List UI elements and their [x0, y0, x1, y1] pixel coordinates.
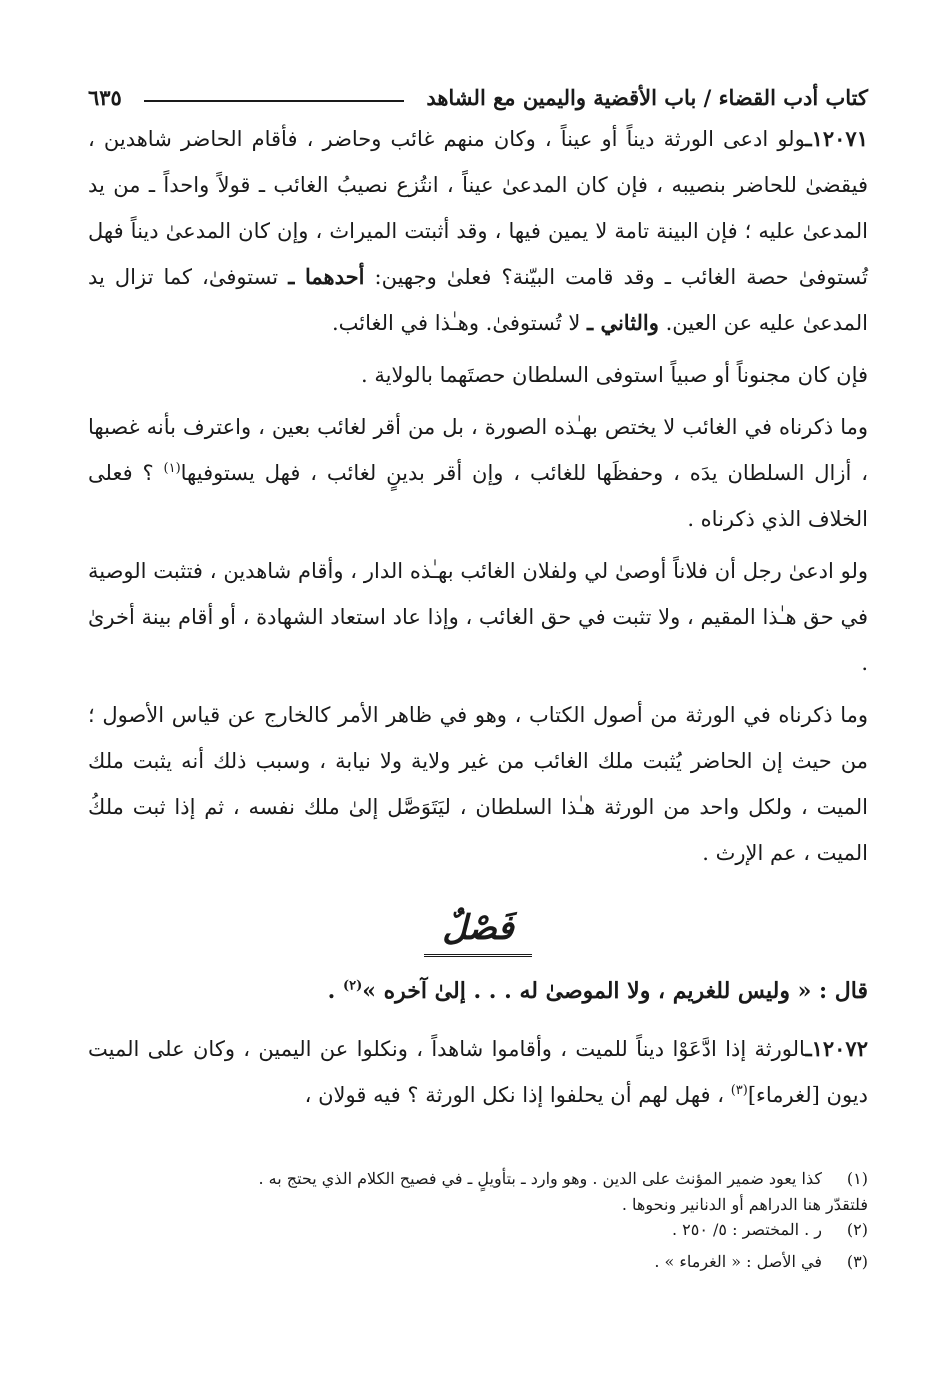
paragraph-12071: ١٢٠٧١ـولو ادعى الورثة ديناً أو عيناً ، وكان منهم غائب وحاضر ، فأقام الحاضر شاهدين ، فيقضىٰ للحاضر بنصيبه ، فإن كان المدعىٰ عيناً ، انتُزع نصيبُ الغائب ـ قولاً واحداً ـ من يد المدعىٰ عليه ؛ فإن البينة تامة لا يمين فيها ، وقد أثبتت الميراث ، وإن كان المدعىٰ ديناً فهل تُستوفىٰ حصة الغائب ـ وقد قامت البيّنة؟ فعلىٰ وجهين: أحدهما ـ تستوفىٰ، كما تزال يد المدعىٰ عليه عن العين. والثاني ـ لا تُستوفىٰ. وهـٰذا في الغائب.: [88, 126, 868, 335]
paragraph: ولو ادعىٰ رجل أن فلاناً أوصىٰ لي ولفلان الغائب بهـٰذه الدار ، وأقام شاهدين ، فتثبت الوصية في حق هـٰذا المقيم ، ولا تثبت في حق الغائب ، وإذا عاد استعاد الشهادة ، أو أقام بينة أخرىٰ .: [88, 559, 868, 675]
issue-number: ١٢٠٧٢ـ: [805, 1036, 868, 1061]
footnote-1-continued: فلتقدّر هنا الدراهم أو الدنانير ونحوها .: [621, 1195, 868, 1214]
footnote-3: (٣) في الأصل : « الغرماء » .: [654, 1252, 868, 1271]
quoted-text: قال : « وليس للغريم ، ولا الموصىٰ له . . . إلىٰ آخره »$^{(٢)}$ .: [327, 978, 868, 1004]
footnote-2: (٢) ر . المختصر : ٥/ ٢٥٠ .: [671, 1220, 868, 1239]
issue-number: ١٢٠٧١ـ: [805, 126, 868, 151]
paragraph: وما ذكرناه في الغائب لا يختص بهـٰذه الصورة ، بل من أقر لغائب بعين ، واعترف بأنه غصبها ، أزال السلطان يدَه ، وحفظَها للغائب ، وإن أقر بدينٍ لغائب ، فهل يستوفيها$^{(١)}$ ؟ فعلى الخلاف الذي ذكرناه .: [88, 415, 869, 531]
page-body: [88, 78, 868, 1118]
paragraph: وما ذكرناه في الورثة من أصول الكتاب ، وهو في ظاهر الأمر كالخارج عن قياس الأصول ؛ من حيث إن الحاضر يُثبت ملك الغائب من غير ولاية ولا نيابة ، وسبب ذلك أنه يثبت ملك الميت ، ولكل واحد من الورثة هـٰذا السلطان ، ليَتَوَصَّل إلىٰ ملك نفسه ، ثم إذا ثبت ملكُ الميت ، عم الإرث .: [88, 703, 868, 865]
running-header: [88, 78, 868, 116]
footnote-ref[interactable]: (٢): [342, 978, 363, 994]
paragraph-12072: ١٢٠٧٢ـالورثة إذا ادَّعَوْا ديناً للميت ، وأقاموا شاهداً ، ونكلوا عن اليمين ، وكان على الميت ديون [لغرماء]$^{(٣)}$ ، فهل لهم أن يحلفوا إذا نكل الورثة ؟ فيه قولان ،: [88, 1036, 868, 1107]
bold-term: أحدهما ـ: [288, 264, 365, 289]
header-rule: [144, 100, 404, 102]
paragraph: فإن كان مجنوناً أو صبياً استوفى السلطان حصتَهما بالولاية .: [361, 363, 868, 387]
header-title: كتاب أدب القضاء / باب الأقضية واليمين مع الشاهد: [426, 84, 868, 110]
page-number: ٦٣٥: [88, 84, 122, 110]
bold-term: والثاني ـ: [586, 310, 659, 335]
footnote-ref[interactable]: (١): [163, 461, 181, 476]
footnotes: [88, 1163, 868, 1278]
footnote-ref[interactable]: (٣): [730, 1083, 748, 1098]
section-heading: فَصْلٌ: [88, 902, 868, 962]
footnote-1: (١) كذا يعود ضمير المؤنث على الدين . وهو وارد ـ بتأويلٍ ـ في فصيح الكلام الذي يحتج به .: [258, 1169, 868, 1188]
